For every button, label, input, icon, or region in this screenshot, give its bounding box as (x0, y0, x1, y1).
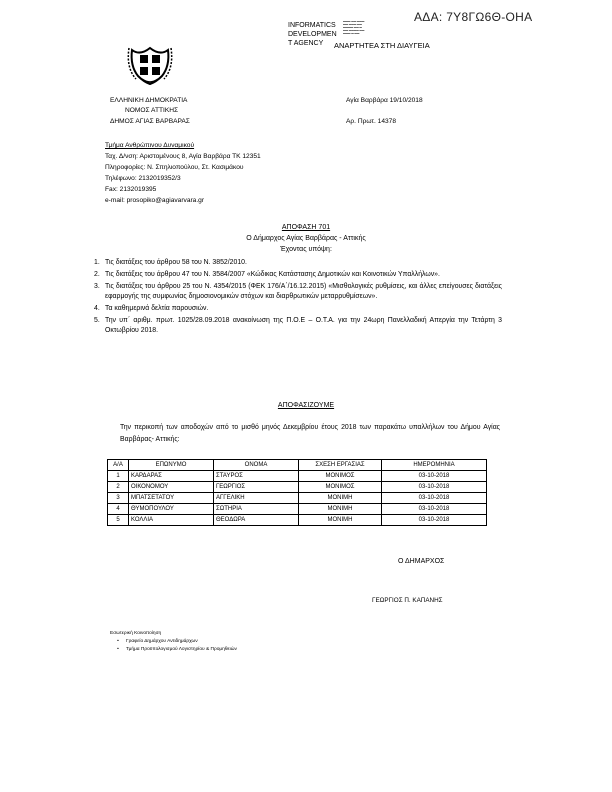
table-row (108, 515, 487, 526)
cell: ΜΟΝΙΜΗ (299, 504, 382, 515)
department-name: Τμήμα Ανθρώπινου Δυναμικού (105, 142, 195, 149)
table-row (108, 482, 487, 493)
table-header-row (108, 460, 487, 471)
diavgeia-stamp (288, 21, 337, 48)
cell: ΘΕΟΔΩΡΑ (214, 515, 299, 526)
cell: ΟΙΚΟΝΟΜΟΥ (129, 482, 214, 493)
table-row (108, 471, 487, 482)
department-fax: Fax: 2132019395 (105, 186, 157, 193)
decision-issuer: Ο Δήμαρχος Αγίας Βαρβάρας - Αττικής (246, 235, 366, 242)
list-item: 2. Τις διατάξεις του άρθρου 47 του Ν. 3584/2007 «Κώδικας Κατάστασης Δημοτικών και Κοινοτικών Υπαλλήλων». (94, 271, 440, 278)
distribution-block (110, 630, 237, 654)
cell: ΚΟΛΛΙΑ (129, 515, 214, 526)
considerations-list (94, 258, 502, 338)
cell: 03-10-2018 (382, 515, 487, 526)
cell: 4 (108, 504, 129, 515)
list-item: 1. Τις διατάξεις του άρθρου 58 του Ν. 3852/2010. (94, 259, 247, 266)
cell: 03-10-2018 (382, 493, 487, 504)
employees-table (107, 459, 487, 526)
cell: 03-10-2018 (382, 471, 487, 482)
protocol-number: Αρ. Πρωτ. 14378 (346, 118, 396, 125)
cell: ΑΓΓΕΛΙΚΗ (214, 493, 299, 504)
cell: ΜΟΝΙΜΟΣ (299, 482, 382, 493)
authority-line-2: ΝΟΜΟΣ ΑΤΤΙΚΗΣ (125, 107, 179, 114)
col-header: ΟΝΟΜΑ (214, 460, 299, 471)
decide-heading: ΑΠΟΦΑΣΙΖΟΥΜΕ (277, 402, 335, 409)
place-date: Αγία Βαρβάρα 19/10/2018 (346, 97, 423, 104)
cell: ΓΕΩΡΓΙΟΣ (214, 482, 299, 493)
cell: ΘΥΜΟΠΟΥΛΟΥ (129, 504, 214, 515)
bullet-icon: • (117, 639, 119, 644)
stamp-line-2: DEVELOPMEN (288, 31, 337, 38)
cell: 03-10-2018 (382, 504, 487, 515)
distribution-title: Εσωτερική Κοινοποίηση (110, 631, 162, 636)
department-address: Ταχ. Δ/νση: Αριστομένους 8, Αγία Βαρβάρα ΤΚ 12351 (105, 153, 261, 160)
cell: ΚΑΡΔΑΡΑΣ (129, 471, 214, 482)
signature-role: Ο ΔΗΜΑΡΧΟΣ (398, 558, 445, 565)
cell: ΣΩΤΗΡΙΑ (214, 504, 299, 515)
department-email: e-mail: prosopiko@agiavarvara.gr (105, 197, 205, 204)
stamp-line-3: T AGENCY (288, 40, 324, 47)
col-header: ΣΧΕΣΗ ΕΡΓΑΣΙΑΣ (299, 460, 382, 471)
department-block (105, 140, 261, 206)
table-row (108, 504, 487, 515)
decide-paragraph: Την περικοπή των αποδοχών από το μισθό μηνός Δεκεμβρίου έτους 2018 των παρακάτω υπαλλήλων του Δήμου Αγίας Βαρβάρας- Αττικής: (120, 424, 500, 443)
list-item: • Γραφείο Δημάρχου Αντιδημάρχων (110, 638, 237, 646)
ada-code: ΑΔΑ: 7Υ8ΓΩ6Θ-ΟΗΑ (414, 10, 533, 24)
list-item: 3. Τις διατάξεις του άρθρου 25 του Ν. 4354/2015 (ΦΕΚ 176/Α΄/16.12.2015) «Μισθολογικές ρυθμίσεις, και άλλες επείγουσες διατάξεις εφαρμογής της συμφωνίας δημοσιονομικών στόχων και διαρθρωτικών μεταρρυθμίσεων». (94, 283, 502, 300)
authority-line-3: ΔΗΜΟΣ ΑΓΙΑΣ ΒΑΡΒΑΡΑΣ (110, 118, 190, 125)
cell: ΣΤΑΥΡΟΣ (214, 471, 299, 482)
table-row (108, 493, 487, 504)
list-item: • Τμήμα Προϋπολογισμού Λογιστηρίου & Προμηθειών (110, 646, 237, 654)
greek-emblem-icon (124, 36, 176, 88)
list-item: 4. Τα καθημερινά δελτία παρουσιών. (94, 305, 209, 312)
decision-title: ΑΠΟΦΑΣΗ 701 (281, 224, 331, 231)
cell: ΜΠΑΤΣΕΤΑΤΟΥ (129, 493, 214, 504)
cell: ΜΟΝΙΜΗ (299, 515, 382, 526)
cell: 5 (108, 515, 129, 526)
stamp-title: ΑΝΑΡΤΗΤΕΑ ΣΤΗ ΔΙΑΥΓΕΙΑ (334, 41, 430, 50)
cell: 1 (108, 471, 129, 482)
department-info: Πληροφορίες: Ν. Σπηλιοπούλου, Στ. Κασιμάκου (105, 164, 244, 171)
stamp-line-1: INFORMATICS (288, 22, 336, 29)
department-phone: Τηλέφωνο: 2132019352/3 (105, 175, 181, 182)
col-header: ΗΜΕΡΟΜΗΝΙΑ (382, 460, 487, 471)
col-header: ΕΠΩΝΥΜΟ (129, 460, 214, 471)
col-header: Α/Α (108, 460, 129, 471)
signature-name: ΓΕΩΡΓΙΟΣ Π. ΚΑΠΑΝΗΣ (372, 597, 443, 604)
bullet-icon: • (117, 647, 119, 652)
stamp-fine-print: ▬▬▬ ▬▬ ▬▬▬ ▬▬ ▬▬▬ ▬▬ ▬▬▬▬ ▬▬ ▬ ▬▬ ▬▬▬▬ ▬▬ ▬▬▬ ▬ ▬▬ (343, 20, 365, 35)
cell: ΜΟΝΙΜΗ (299, 493, 382, 504)
cell: ΜΟΝΙΜΟΣ (299, 471, 382, 482)
considering-heading: Έχοντας υπόψη: (280, 246, 332, 253)
authority-line-1: ΕΛΛΗΝΙΚΗ ΔΗΜΟΚΡΑΤΙΑ (110, 97, 188, 104)
cell: 3 (108, 493, 129, 504)
cell: 2 (108, 482, 129, 493)
cell: 03-10-2018 (382, 482, 487, 493)
list-item: 5. Την υπ΄ αριθμ. πρωτ. 1025/28.09.2018 ανακοίνωση της Π.Ο.Ε – Ο.Τ.Α. για την 24ωρη Πανελλαδική Απεργία την Τετάρτη 3 Οκτωβρίου 2018. (94, 317, 502, 334)
